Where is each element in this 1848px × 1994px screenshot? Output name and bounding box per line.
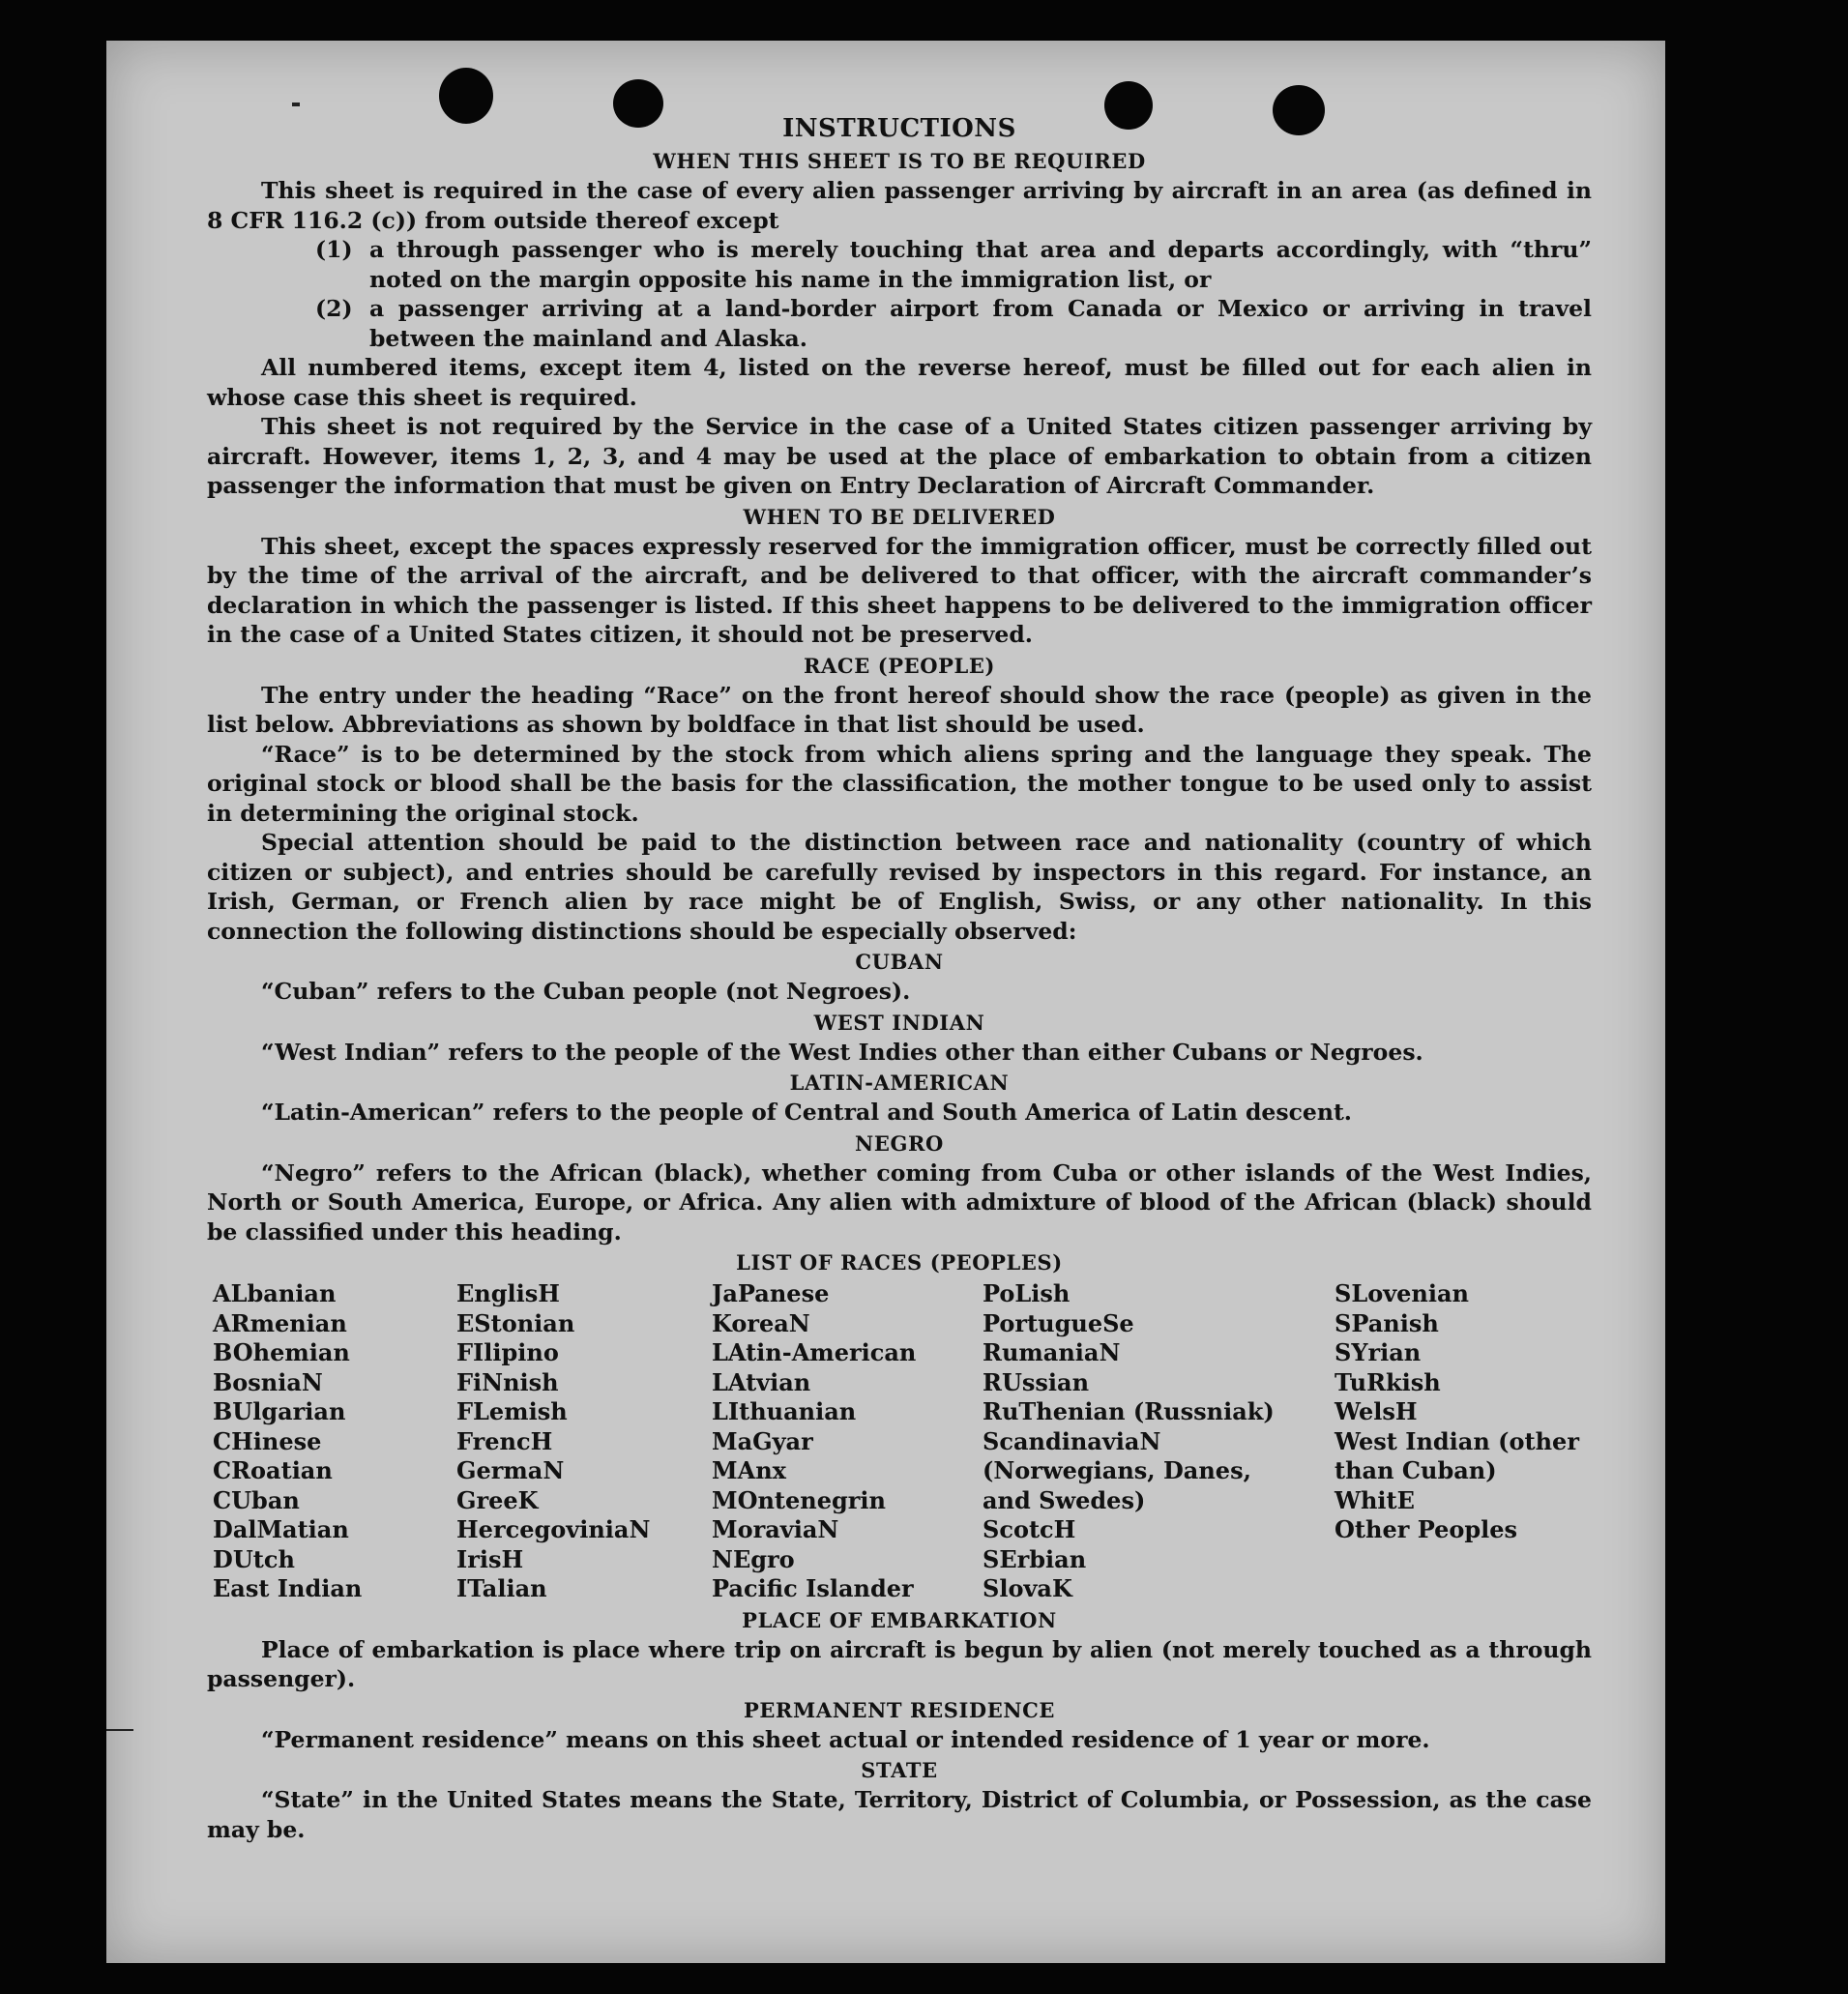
item-text: a through passenger who is merely touching that area and departs accordingly, with “thru” noted on the margin opposite his name in the immigration list, or — [369, 236, 1592, 293]
race-entry: BUlgarian — [213, 1397, 346, 1425]
race-entry: GreeK — [456, 1485, 539, 1514]
definition-negro: “Negro” refers to the African (black), whether coming from Cuba or other islands of the West Indies, North or South America, Europe, or Africa. Any alien with admixture of blood of the African (black) should be classified under this heading. — [207, 1158, 1592, 1246]
race-entry: MOntenegrin — [712, 1485, 886, 1514]
race-entry: LAtvian — [712, 1367, 811, 1396]
race-entry: CRoatian — [213, 1456, 333, 1484]
race-entry: EnglisH — [456, 1279, 560, 1307]
race-entry: ScandinaviaN (Norwegians, Danes, and Swedes) — [983, 1426, 1251, 1514]
race-entry: FiNnish — [456, 1367, 559, 1396]
race-entry: LAtin-American — [712, 1338, 917, 1366]
paragraph-required: This sheet is required in the case of every alien passenger arriving by aircraft in an area (as defined in 8 CFR 116.2 (c)) from outside thereof except — [207, 177, 1592, 234]
paragraph-race-nationality: Special attention should be paid to the distinction between race and nationality (country of which citizen or subject), and entries should be carefully revised by inspectors in this regard. For instance, an Irish, German, or French alien by race might be of English, Swiss, or any other nationality. In this connection the following distinctions should be especially observed: — [207, 829, 1592, 945]
definition-state: “State” in the United States means the State, Territory, District of Columbia, or Possession, as the case may be. — [207, 1786, 1592, 1843]
exception-item — [315, 294, 1592, 353]
paragraph-citizen: This sheet is not required by the Service in the case of a United States citizen passenger arriving by aircraft. However, items 1, 2, 3, and 4 may be used at the place of embarkation to obtain from a citizen passenger the information that must be given on Entry Declaration of Aircraft Commander. — [207, 413, 1592, 499]
race-entry: IrisH — [456, 1544, 524, 1573]
definition-embarkation: Place of embarkation is place where trip on aircraft is begun by alien (not merely touched as a through passenger). — [207, 1635, 1592, 1692]
race-entry: MoraviaN — [712, 1515, 839, 1543]
definition-latin-american: “Latin-American” refers to the people of Central and South America of Latin descent. — [261, 1099, 1352, 1126]
heading-list-of-races: LIST OF RACES (PEOPLES) — [736, 1250, 1063, 1275]
race-entry: Pacific Islander — [712, 1574, 914, 1602]
race-entry: PoLish — [983, 1279, 1071, 1307]
heading-when-required: WHEN THIS SHEET IS TO BE REQUIRED — [653, 149, 1146, 173]
page-title: INSTRUCTIONS — [782, 114, 1016, 143]
race-entry: ITalian — [456, 1574, 547, 1602]
heading-when-delivered: WHEN TO BE DELIVERED — [743, 504, 1056, 529]
race-entry: JaPanese — [712, 1279, 830, 1307]
definition-west-indian: “West Indian” refers to the people of the West Indies other than either Cubans or Negroes. — [261, 1038, 1423, 1066]
race-entry: RuThenian (Russniak) — [983, 1397, 1275, 1425]
race-entry: West Indian (other than Cuban) — [1335, 1426, 1579, 1484]
race-entry: ALbanian — [213, 1279, 337, 1307]
races-list — [213, 1279, 1592, 1604]
heading-permanent-residence: PERMANENT RESIDENCE — [743, 1697, 1056, 1722]
heading-cuban: CUBAN — [855, 950, 944, 974]
race-entry: SErbian — [983, 1544, 1087, 1573]
definition-permanent-residence: “Permanent residence” means on this sheet actual or intended residence of 1 year or more. — [261, 1725, 1430, 1753]
heading-state: STATE — [861, 1758, 938, 1782]
race-entry: SPanish — [1335, 1308, 1439, 1337]
race-entry: CHinese — [213, 1426, 322, 1455]
race-entry: DalMatian — [213, 1515, 349, 1543]
race-entry: ScotcH — [983, 1515, 1076, 1543]
races-column-1 — [213, 1279, 456, 1604]
race-entry: WhitE — [1335, 1485, 1415, 1514]
race-entry: CUban — [213, 1485, 300, 1514]
race-entry: WelsH — [1335, 1397, 1418, 1425]
heading-west-indian: WEST INDIAN — [813, 1010, 985, 1035]
race-entry: FrencH — [456, 1426, 553, 1455]
race-entry: GermaN — [456, 1456, 565, 1484]
race-entry: EStonian — [456, 1308, 575, 1337]
item-number: (1) — [315, 236, 353, 263]
race-entry: MaGyar — [712, 1426, 813, 1455]
item-text: a passenger arriving at a land-border airport from Canada or Mexico or arriving in travel between the mainland and Alaska. — [369, 295, 1592, 352]
races-column-4 — [983, 1279, 1335, 1604]
race-entry: TuRkish — [1335, 1367, 1441, 1396]
paragraph-delivery: This sheet, except the spaces expressly reserved for the immigration officer, must be correctly filled out by the time of the arrival of the aircraft, and be delivered to that officer, with the aircraft commander’s declaration in which the passenger is listed. If this sheet happens to be delivered to the immigration officer in the case of a United States citizen, it should not be preserved. — [207, 532, 1592, 648]
race-entry: SLovenian — [1335, 1279, 1469, 1307]
heading-negro: NEGRO — [855, 1130, 944, 1156]
document-sheet — [106, 41, 1665, 1963]
race-entry: RUssian — [983, 1367, 1090, 1396]
definition-cuban: “Cuban” refers to the Cuban people (not Negroes). — [261, 978, 911, 1005]
heading-race: RACE (PEOPLE) — [803, 653, 996, 678]
speck — [292, 103, 300, 106]
races-column-5 — [1335, 1279, 1598, 1604]
race-entry: BOhemian — [213, 1338, 350, 1366]
instructions-content — [207, 112, 1592, 1844]
race-entry: KoreaN — [712, 1308, 810, 1337]
paragraph-race-entry: The entry under the heading “Race” on the front hereof should show the race (people) as given in the list below. Abbreviations as shown by boldface in that list should be used. — [207, 681, 1592, 738]
race-entry: Other Peoples — [1335, 1515, 1518, 1543]
race-entry: RumaniaN — [983, 1338, 1121, 1366]
race-entry: HercegoviniaN — [456, 1515, 651, 1543]
races-column-3 — [712, 1279, 983, 1604]
race-entry: SYrian — [1335, 1338, 1422, 1366]
race-entry: PortugueSe — [983, 1308, 1134, 1337]
item-number: (2) — [315, 295, 353, 322]
paragraph-race-definition: “Race” is to be determined by the stock from which aliens spring and the language they speak. The original stock or blood shall be the basis for the classification, the mother tongue to be used only to assist in determining the original stock. — [207, 740, 1592, 827]
race-entry: NEgro — [712, 1544, 795, 1573]
race-entry: BosniaN — [213, 1367, 323, 1396]
races-column-2 — [456, 1279, 712, 1604]
heading-latin-american: LATIN-AMERICAN — [789, 1070, 1010, 1095]
paragraph-numbered-items: All numbered items, except item 4, listed on the reverse hereof, must be filled out for each alien in whose case this sheet is required. — [207, 354, 1592, 411]
exception-item — [315, 235, 1592, 294]
race-entry: LIthuanian — [712, 1397, 857, 1425]
race-entry: East Indian — [213, 1574, 363, 1602]
race-entry: MAnx — [712, 1456, 786, 1484]
race-entry: SlovaK — [983, 1574, 1072, 1602]
speck — [106, 1729, 133, 1731]
race-entry: ARmenian — [213, 1308, 347, 1337]
race-entry: FIlipino — [456, 1338, 559, 1366]
race-entry: DUtch — [213, 1544, 295, 1573]
heading-embarkation: PLACE OF EMBARKATION — [742, 1607, 1057, 1632]
race-entry: FLemish — [456, 1397, 568, 1425]
